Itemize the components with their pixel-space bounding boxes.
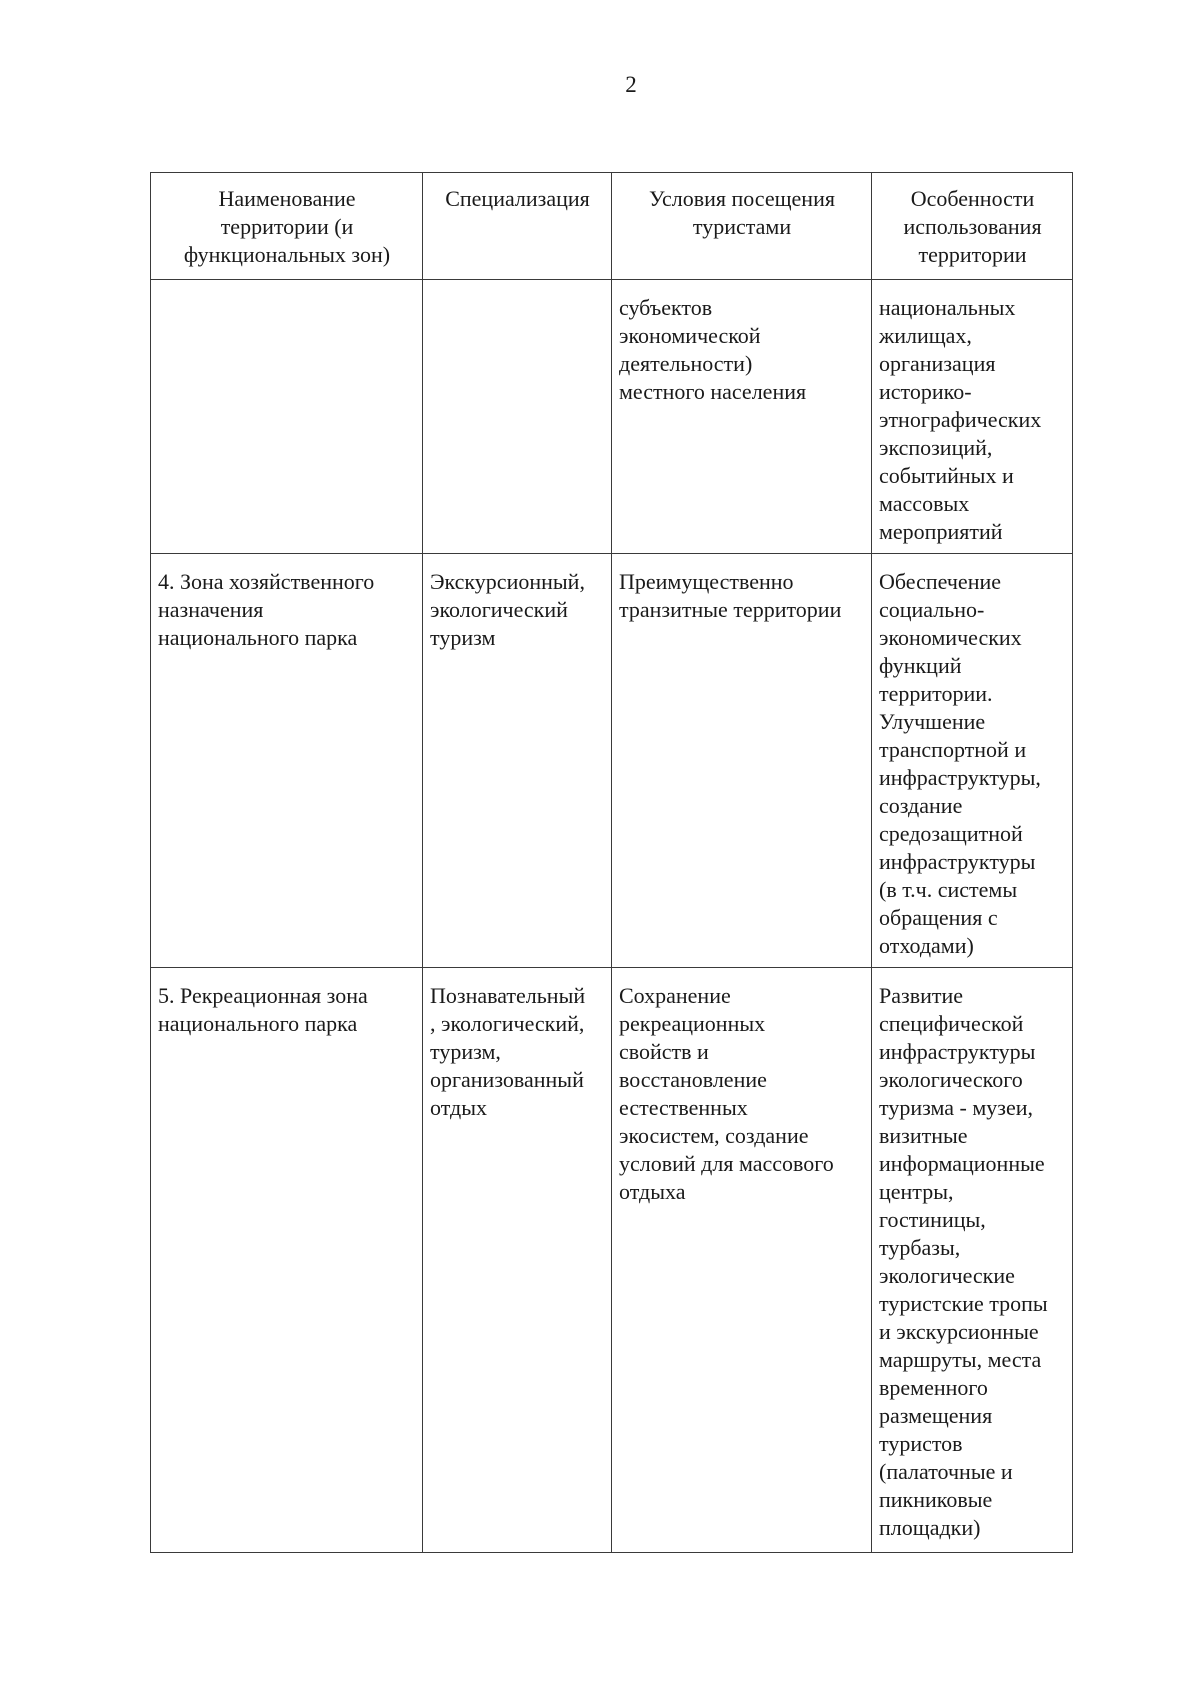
table-row	[151, 968, 1073, 1553]
header-specialization: Специализация	[423, 173, 612, 280]
cell-visit-conditions: Сохранение рекреационных свойств и восстановление естественных экосистем, создание условий для массового отдыха	[612, 968, 872, 1553]
cell-specialization	[423, 280, 612, 554]
cell-specialization: Познавательный , экологический, туризм, организованный отдых	[423, 968, 612, 1553]
header-territory-name: Наименование территории (и функциональных зон)	[151, 173, 423, 280]
cell-specialization: Экскурсионный, экологический туризм	[423, 554, 612, 968]
cell-usage-features: Развитие специфической инфраструктуры экологического туризма - музеи, визитные информационные центры, гостиницы, турбазы, экологические туристские тропы и экскурсионные маршруты, места временного размещения туристов (палаточные и пикниковые площадки)	[872, 968, 1073, 1553]
table-row	[151, 280, 1073, 554]
header-usage-features: Особенности использования территории	[872, 173, 1073, 280]
cell-territory-name	[151, 280, 423, 554]
cell-territory-name: 4. Зона хозяйственного назначения национального парка	[151, 554, 423, 968]
cell-usage-features: Обеспечение социально- экономических функций территории. Улучшение транспортной и инфраструктуры, создание средозащитной инфраструктуры (в т.ч. системы обращения с отходами)	[872, 554, 1073, 968]
cell-territory-name: 5. Рекреационная зона национального парка	[151, 968, 423, 1553]
cell-usage-features: национальных жилищах, организация историко- этнографических экспозиций, событийных и массовых мероприятий	[872, 280, 1073, 554]
table-header-row	[151, 173, 1073, 280]
territory-table	[150, 172, 1073, 1553]
cell-visit-conditions: субъектов экономической деятельности) местного населения	[612, 280, 872, 554]
table-row	[151, 554, 1073, 968]
header-visit-conditions: Условия посещения туристами	[612, 173, 872, 280]
cell-visit-conditions: Преимущественно транзитные территории	[612, 554, 872, 968]
page-number: 2	[625, 72, 637, 97]
